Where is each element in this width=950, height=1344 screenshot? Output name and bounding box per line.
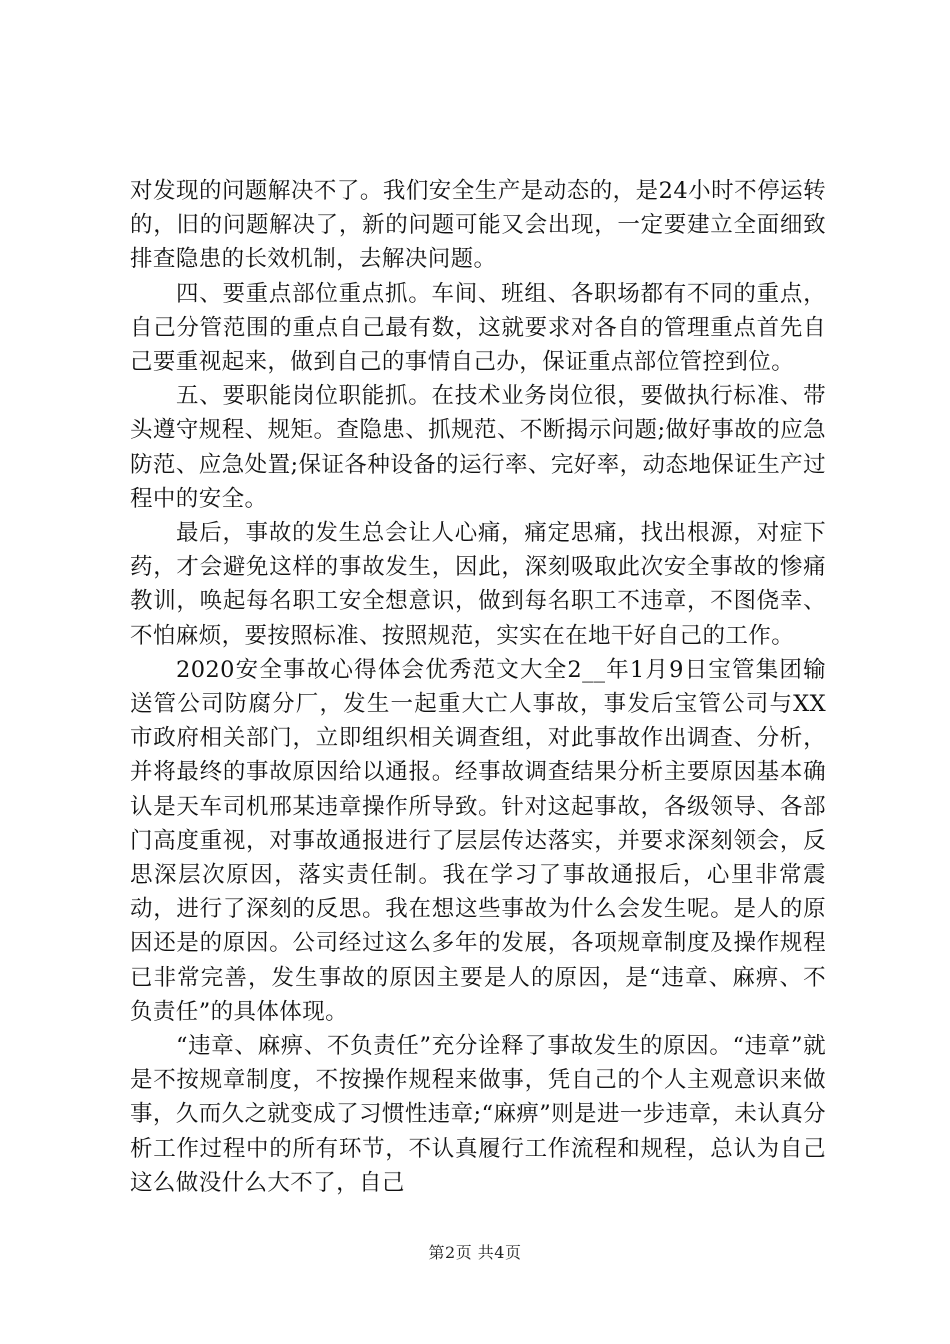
paragraph-essay-two: 2020安全事故心得体会优秀范文大全2__年1月9日宝管集团输送管公司防腐分厂，发生一起重大亡人事故，事发后宝管公司与XX市政府相关部门，立即组织相关调查组，对此事故作出调查、分析，并将最终的事故原因给以通报。经事故调查结果分析主要原因基本确认是天车司机邢某违章操作所导致。针对这起事故，各级领导、各部门高度重视，对事故通报进行了层层传达落实，并要求深刻领会，反思深层次原因，落实责任制。我在学习了事故通报后，心里非常震动，进行了深刻的反思。我在想这些事故为什么会发生呢。是人的原因还是的原因。公司经过这么多年的发展，各项规章制度及操作规程已非常完善，发生事故的原因主要是人的原因，是“违章、麻痹、不负责任”的具体体现。 bbox=[130, 656, 826, 1025]
document-page bbox=[130, 174, 826, 1200]
page-footer: 第2页 共4页 bbox=[428, 1243, 522, 1262]
paragraph-continuation: 对发现的问题解决不了。我们安全生产是动态的，是24小时不停运转的，旧的问题解决了，新的问题可能又会出现，一定要建立全面细致排查隐患的长效机制，去解决问题。 bbox=[130, 178, 826, 273]
paragraph-section-four: 四、要重点部位重点抓。车间、班组、各职场都有不同的重点，自己分管范围的重点自己最有数，这就要求对各自的管理重点首先自己要重视起来，做到自己的事情自己办，保证重点部位管控到位。 bbox=[130, 280, 826, 376]
paragraph-conclusion: 最后，事故的发生总会让人心痛，痛定思痛，找出根源，对症下药，才会避免这样的事故发生，因此，深刻吸取此次安全事故的惨痛教训，唤起每名职工安全想意识，做到每名职工不违章，不图侥幸、不怕麻烦，要按照标准、按照规范，实实在在地干好自己的工作。 bbox=[130, 520, 826, 649]
paragraph-violation-analysis: “违章、麻痹、不负责任”充分诠释了事故发生的原因。“违章”就是不按规章制度，不按操作规程来做事，凭自己的个人主观意识来做事，久而久之就变成了习惯性违章;“麻痹”则是进一步违章，未认真分析工作过程中的所有环节，不认真履行工作流程和规程，总认为自己这么做没什么大不了，自己 bbox=[130, 1033, 826, 1196]
paragraph-section-five: 五、要职能岗位职能抓。在技术业务岗位很，要做执行标准、带头遵守规程、规矩。查隐患、抓规范、不断揭示问题;做好事故的应急防范、应急处置;保证各种设备的运行率、完好率，动态地保证生产过程中的安全。 bbox=[130, 383, 826, 512]
